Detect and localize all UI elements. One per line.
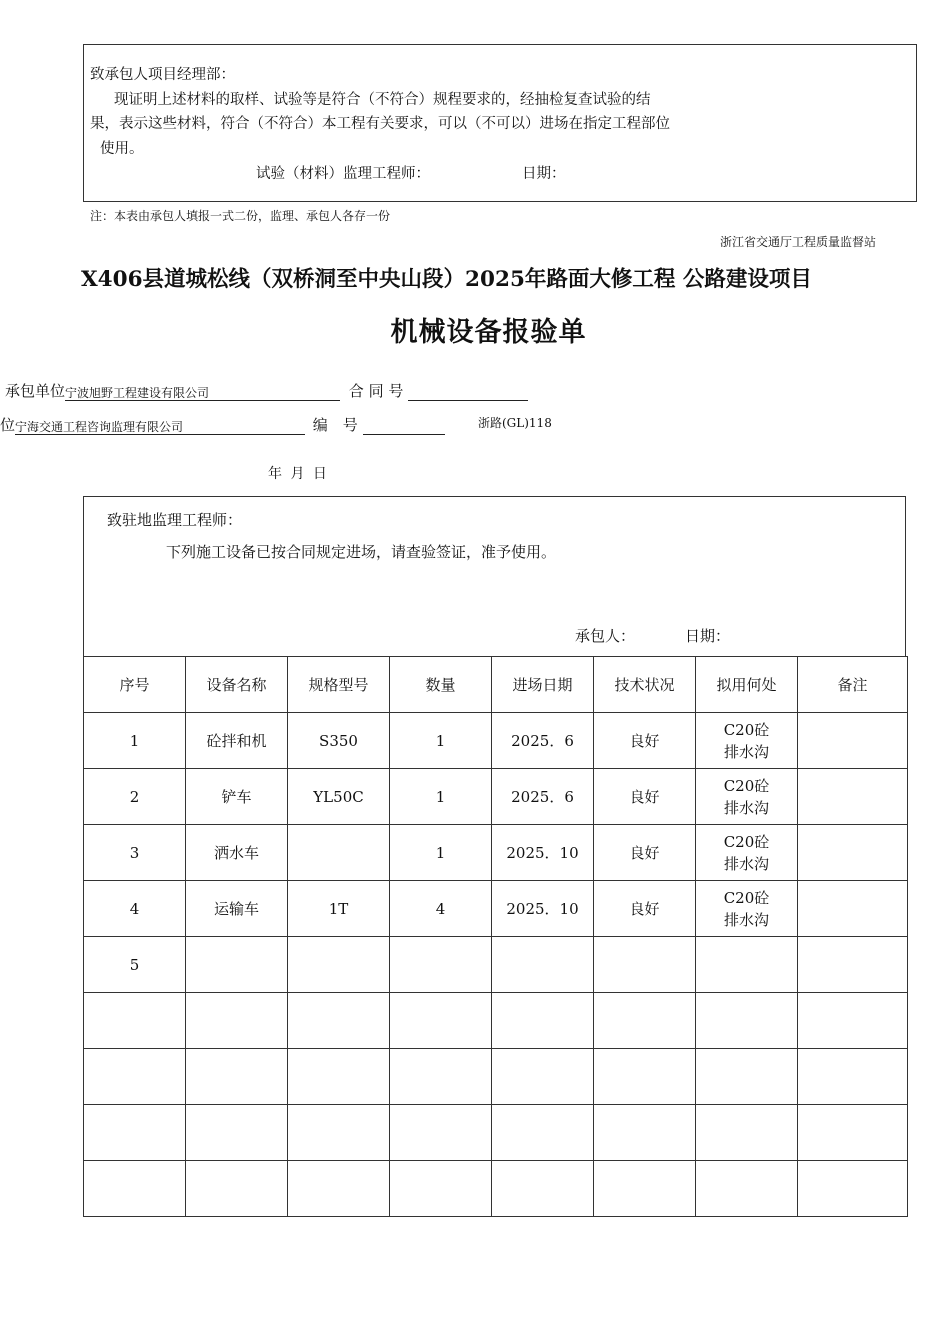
cell-qty xyxy=(390,937,492,993)
cell-model: 1T xyxy=(288,881,390,937)
cell-use xyxy=(696,881,798,937)
cell-no: 1 xyxy=(84,713,186,769)
verification-line-3: 使用。 xyxy=(100,141,144,157)
cell-qty: 4 xyxy=(390,881,492,937)
cell-no: 2 xyxy=(84,769,186,825)
cell-qty: 1 xyxy=(390,713,492,769)
verification-line-2: 果，表示这些材料，符合（不符合）本工程有关要求，可以（不可以）进场在指定工程部位 xyxy=(90,116,670,132)
cell-use xyxy=(696,937,798,993)
cell-remark xyxy=(798,937,908,993)
cell-name xyxy=(186,937,288,993)
cell-no: 3 xyxy=(84,825,186,881)
verification-line-1: 现证明上述材料的取样、试验等是符合（不符合）规程要求的，经抽检复查试验的结 xyxy=(114,92,651,108)
table-row xyxy=(84,825,908,881)
project-title: X406县道城松线（双桥洞至中央山段）2025年路面大修工程 公路建设项目 xyxy=(81,267,812,292)
cell-status xyxy=(594,937,696,993)
table-row xyxy=(84,769,908,825)
supervisor-value: 宁海交通工程咨询监理有限公司 xyxy=(15,418,305,435)
cell-use-line-2: 排水沟 xyxy=(723,742,769,761)
cell-status: 良好 xyxy=(594,881,696,937)
verification-recipient: 致承包人项目经理部： xyxy=(90,67,235,83)
cell-name: 铲车 xyxy=(186,769,288,825)
cell-remark xyxy=(798,713,908,769)
cell-date: 2025．6 xyxy=(492,769,594,825)
cell-use-line-2: 排水沟 xyxy=(723,910,769,929)
contractor-date-label: 日期： xyxy=(685,627,731,645)
header-entry-date: 进场日期 xyxy=(492,657,594,713)
cell-status: 良好 xyxy=(594,713,696,769)
cell-remark xyxy=(798,769,908,825)
cell-model xyxy=(288,825,390,881)
cell-name: 运输车 xyxy=(186,881,288,937)
contractor-value: 宁波旭野工程建设有限公司 xyxy=(65,384,340,401)
header-equipment-name: 设备名称 xyxy=(186,657,288,713)
cell-use xyxy=(696,769,798,825)
equipment-table xyxy=(83,656,908,1217)
header-model: 规格型号 xyxy=(288,657,390,713)
table-row xyxy=(84,713,908,769)
contractor-label: 承包单位 xyxy=(5,382,66,400)
cell-date: 2025．10 xyxy=(492,881,594,937)
cell-use-line-1: C20砼 xyxy=(723,888,770,907)
header-remarks: 备注 xyxy=(798,657,908,713)
engineer-date-label: 日期： xyxy=(522,166,566,182)
table-row xyxy=(84,937,908,993)
cell-use xyxy=(696,825,798,881)
cell-use-line-2: 排水沟 xyxy=(723,854,769,873)
cell-date: 2025．10 xyxy=(492,825,594,881)
request-body: 下列施工设备已按合同规定进场，请查验签证，准予使用。 xyxy=(166,543,557,561)
contractor-signature-label: 承包人： xyxy=(575,627,636,645)
table-row-empty xyxy=(84,1161,908,1217)
cell-date xyxy=(492,937,594,993)
supervisor-label: 位 xyxy=(0,416,16,434)
contract-no-label: 合 同 号 xyxy=(348,382,404,400)
request-recipient: 致驻地监理工程师： xyxy=(107,511,243,529)
cell-model xyxy=(288,937,390,993)
cell-model: YL50C xyxy=(288,769,390,825)
date-line: 年 月 日 xyxy=(268,466,329,482)
cell-date: 2025．6 xyxy=(492,713,594,769)
header-no: 序号 xyxy=(84,657,186,713)
number-label: 编 号 xyxy=(312,416,358,434)
table-row-empty xyxy=(84,1049,908,1105)
cell-no: 5 xyxy=(84,937,186,993)
table-row-empty xyxy=(84,1105,908,1161)
header-condition: 技术状况 xyxy=(594,657,696,713)
issuing-authority: 浙江省交通厅工程质量监督站 xyxy=(720,235,877,249)
cell-use-line-2: 排水沟 xyxy=(723,798,769,817)
table-header-row xyxy=(84,657,908,713)
cell-name: 洒水车 xyxy=(186,825,288,881)
engineer-signature-label: 试验（材料）监理工程师： xyxy=(256,166,430,182)
cell-model: S350 xyxy=(288,713,390,769)
cell-remark xyxy=(798,825,908,881)
contract-no-field xyxy=(408,384,528,401)
form-code: 浙路(GL)118 xyxy=(478,416,552,430)
table-row xyxy=(84,881,908,937)
cell-use-line-1: C20砼 xyxy=(723,720,770,739)
cell-no: 4 xyxy=(84,881,186,937)
form-note: 注：本表由承包人填报一式二份，监理、承包人各存一份 xyxy=(90,209,391,223)
cell-qty: 1 xyxy=(390,825,492,881)
number-field xyxy=(363,418,445,435)
cell-use-line-1: C20砼 xyxy=(723,776,770,795)
cell-qty: 1 xyxy=(390,769,492,825)
cell-name: 砼拌和机 xyxy=(186,713,288,769)
table-row-empty xyxy=(84,993,908,1049)
cell-remark xyxy=(798,881,908,937)
cell-status: 良好 xyxy=(594,769,696,825)
form-title: 机械设备报验单 xyxy=(390,317,587,348)
header-quantity: 数量 xyxy=(390,657,492,713)
cell-use xyxy=(696,713,798,769)
cell-use-line-1: C20砼 xyxy=(723,832,770,851)
supervisor-row xyxy=(0,414,445,435)
cell-status: 良好 xyxy=(594,825,696,881)
header-intended-use: 拟用何处 xyxy=(696,657,798,713)
contractor-row xyxy=(5,380,528,401)
